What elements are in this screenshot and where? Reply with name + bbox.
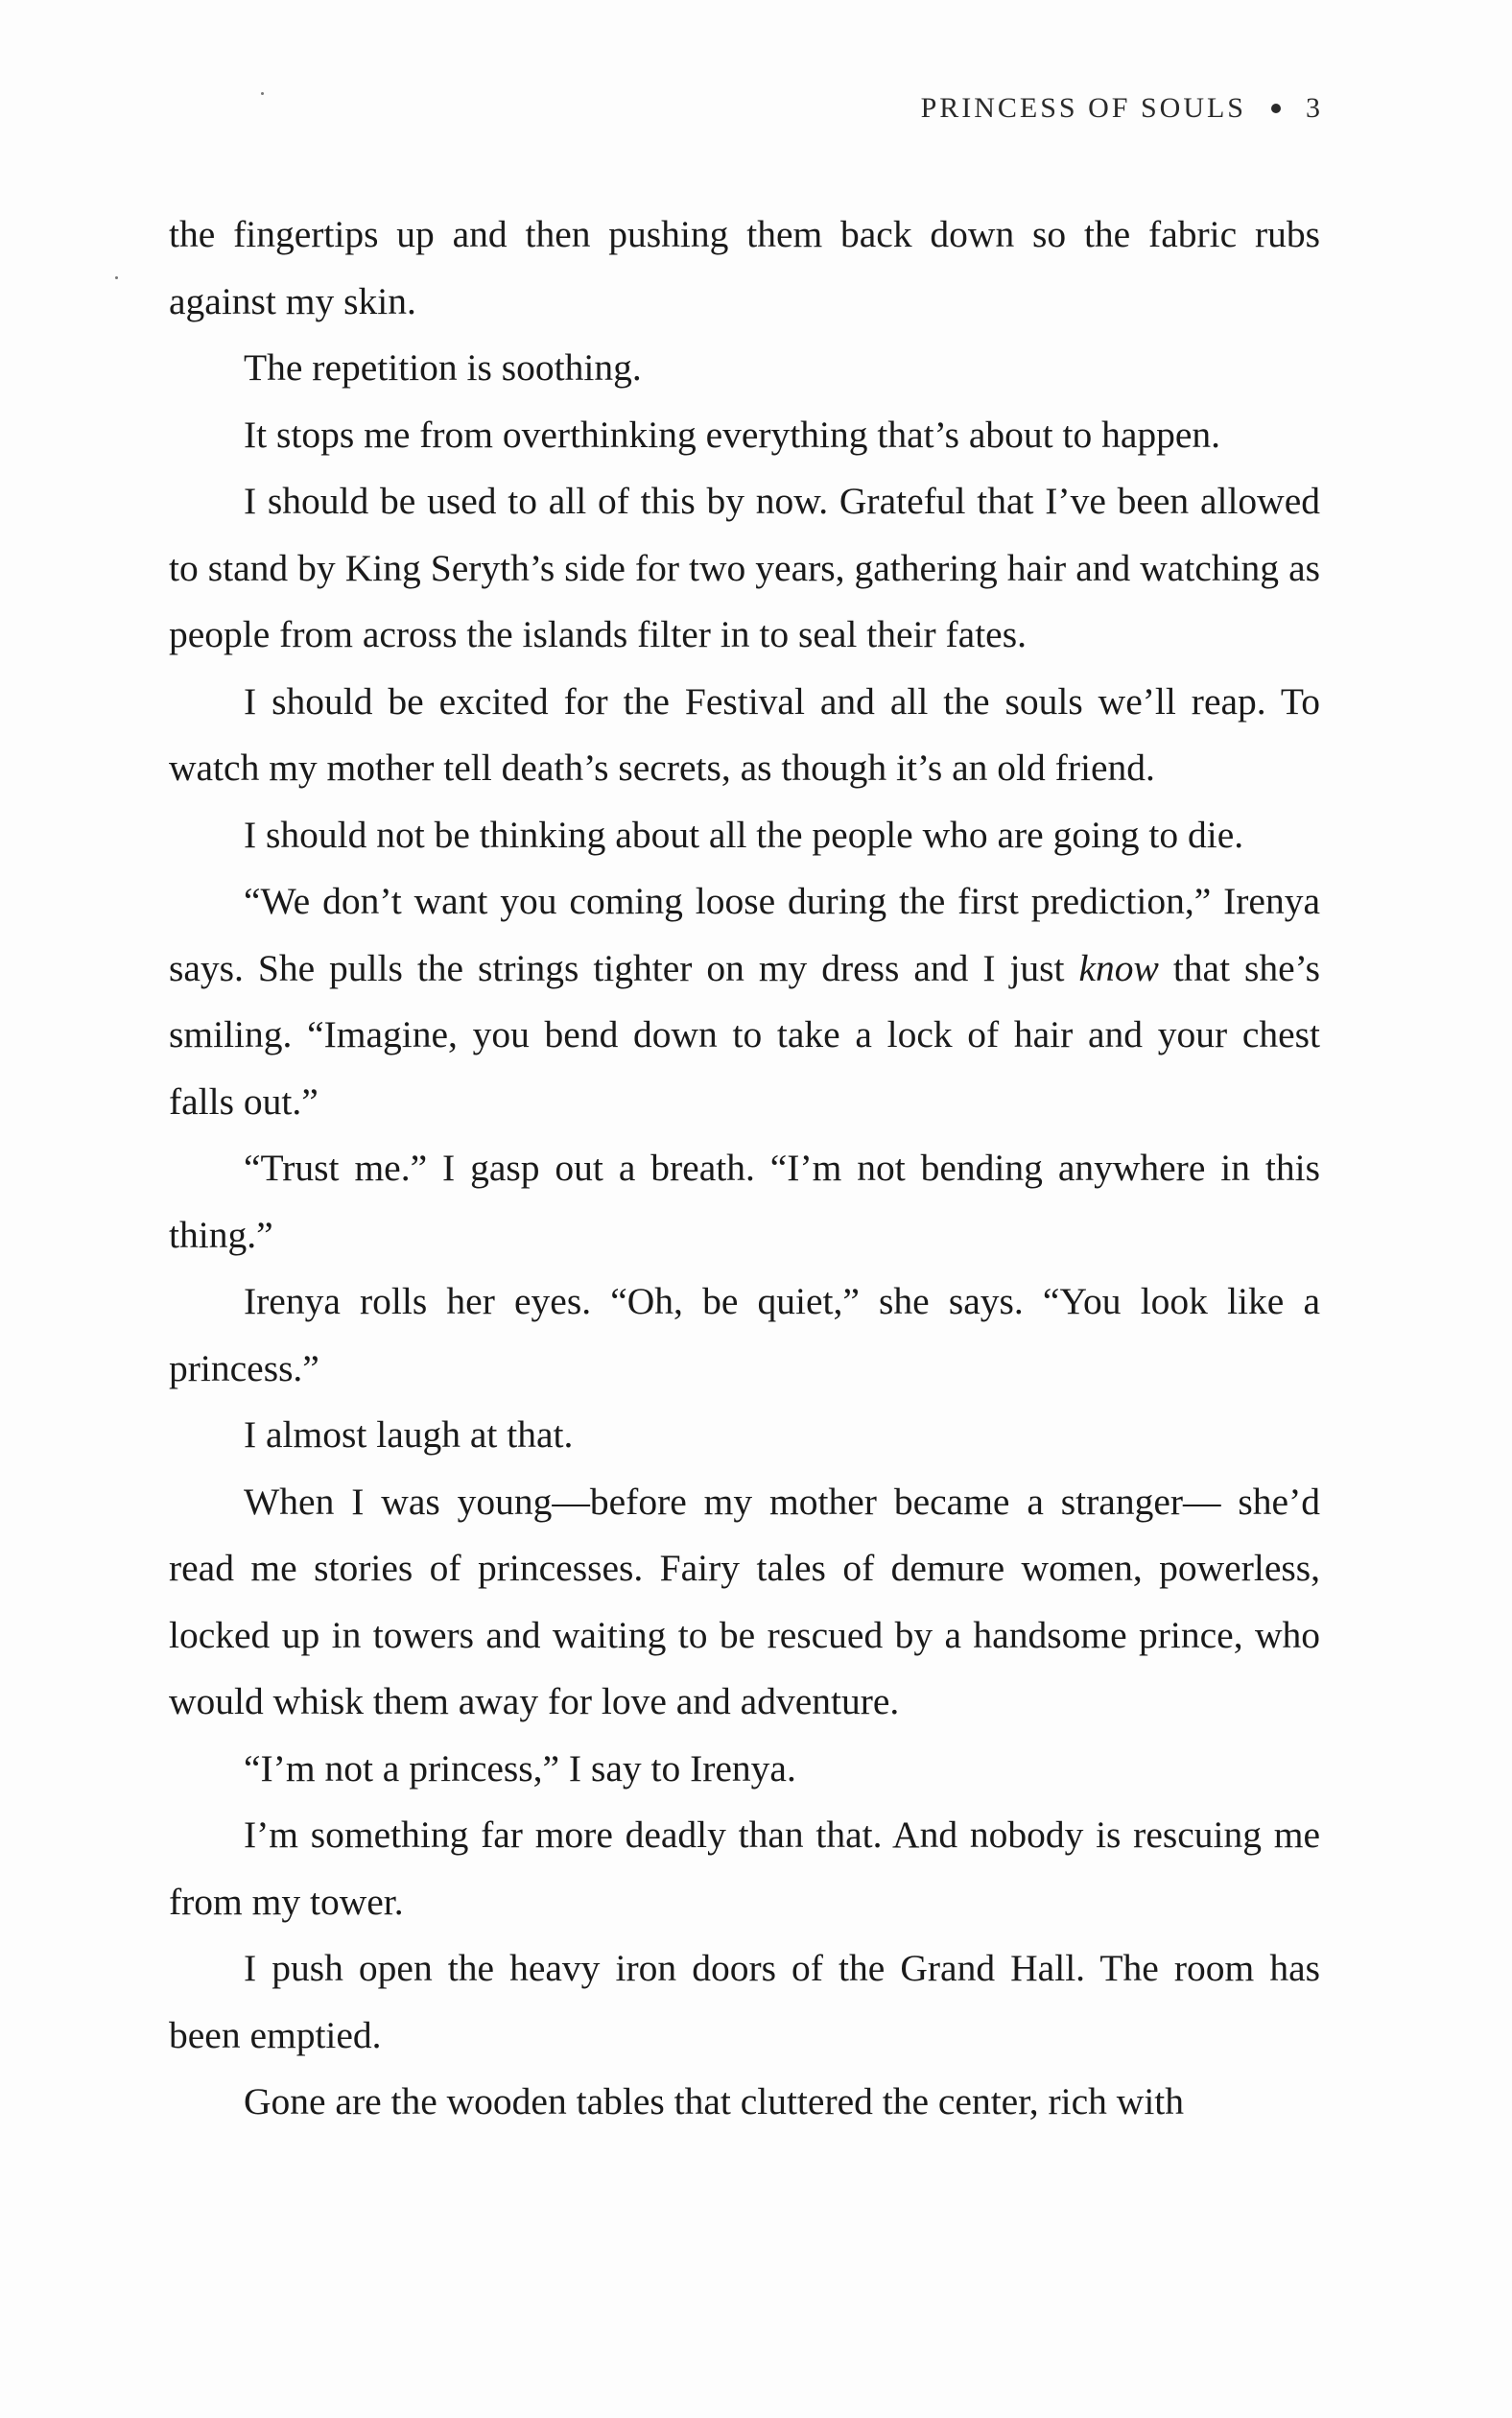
paragraph: Gone are the wooden tables that cluttered the center, rich with <box>244 2080 1185 2122</box>
page-number: 3 <box>1306 92 1320 124</box>
paragraph: I should be excited for the Festival and all the souls we’ll reap. To watch my mother tell death’s secrets, as though it’s an old friend. <box>169 679 1320 789</box>
running-head-title: PRINCESS OF SOULS <box>920 92 1246 124</box>
bullet-separator-icon <box>1271 104 1281 113</box>
scan-speck <box>115 276 118 279</box>
paragraph: It stops me from overthinking everything that’s about to happen. <box>244 413 1221 456</box>
paragraph: The repetition is soothing. <box>244 346 642 389</box>
paragraph-text: “We don’t want you coming loose during the first prediction,” Irenya says. She pulls the strings tighter on my dress and I just <box>169 880 1320 989</box>
running-head <box>921 92 1320 125</box>
paragraph <box>169 868 1320 1135</box>
paragraph: I push open the heavy iron doors of the Grand Hall. The room has been emptied. <box>169 1947 1320 2056</box>
paragraph: the fingertips up and then pushing them back down so the fabric rubs against my skin. <box>169 213 1320 322</box>
emphasized-word: know <box>1078 946 1159 989</box>
paragraph: “Trust me.” I gasp out a breath. “I’m not bending anywhere in this thing.” <box>169 1147 1320 1256</box>
paragraph: I should not be thinking about all the people who are going to die. <box>244 813 1244 856</box>
paragraph: I should be used to all of this by now. Grateful that I’ve been allowed to stand by King Seryth’s side for two years, gathering hair and watching as people from across the islands filter in to seal their fates. <box>169 480 1320 655</box>
body-text <box>169 202 1320 2136</box>
paragraph-text: that she’s smiling. “Imagine, you bend down to take a lock of hair and your chest falls out.” <box>169 946 1321 1123</box>
paragraph: Irenya rolls her eyes. “Oh, be quiet,” she says. “You look like a princess.” <box>169 1280 1320 1389</box>
paragraph: I’m something far more deadly than that. And nobody is rescuing me from my tower. <box>169 1814 1320 1923</box>
scan-speck <box>261 92 264 95</box>
paragraph: “I’m not a princess,” I say to Irenya. <box>244 1746 796 1790</box>
paragraph: I almost laugh at that. <box>244 1413 574 1456</box>
paragraph: When I was young—before my mother became a stranger— she’d read me stories of princesses. Fairy tales of demure women, powerless, locked up in towers and waiting to be rescued by a handsome prince, who would whisk them away for love and adventure. <box>169 1480 1320 1722</box>
